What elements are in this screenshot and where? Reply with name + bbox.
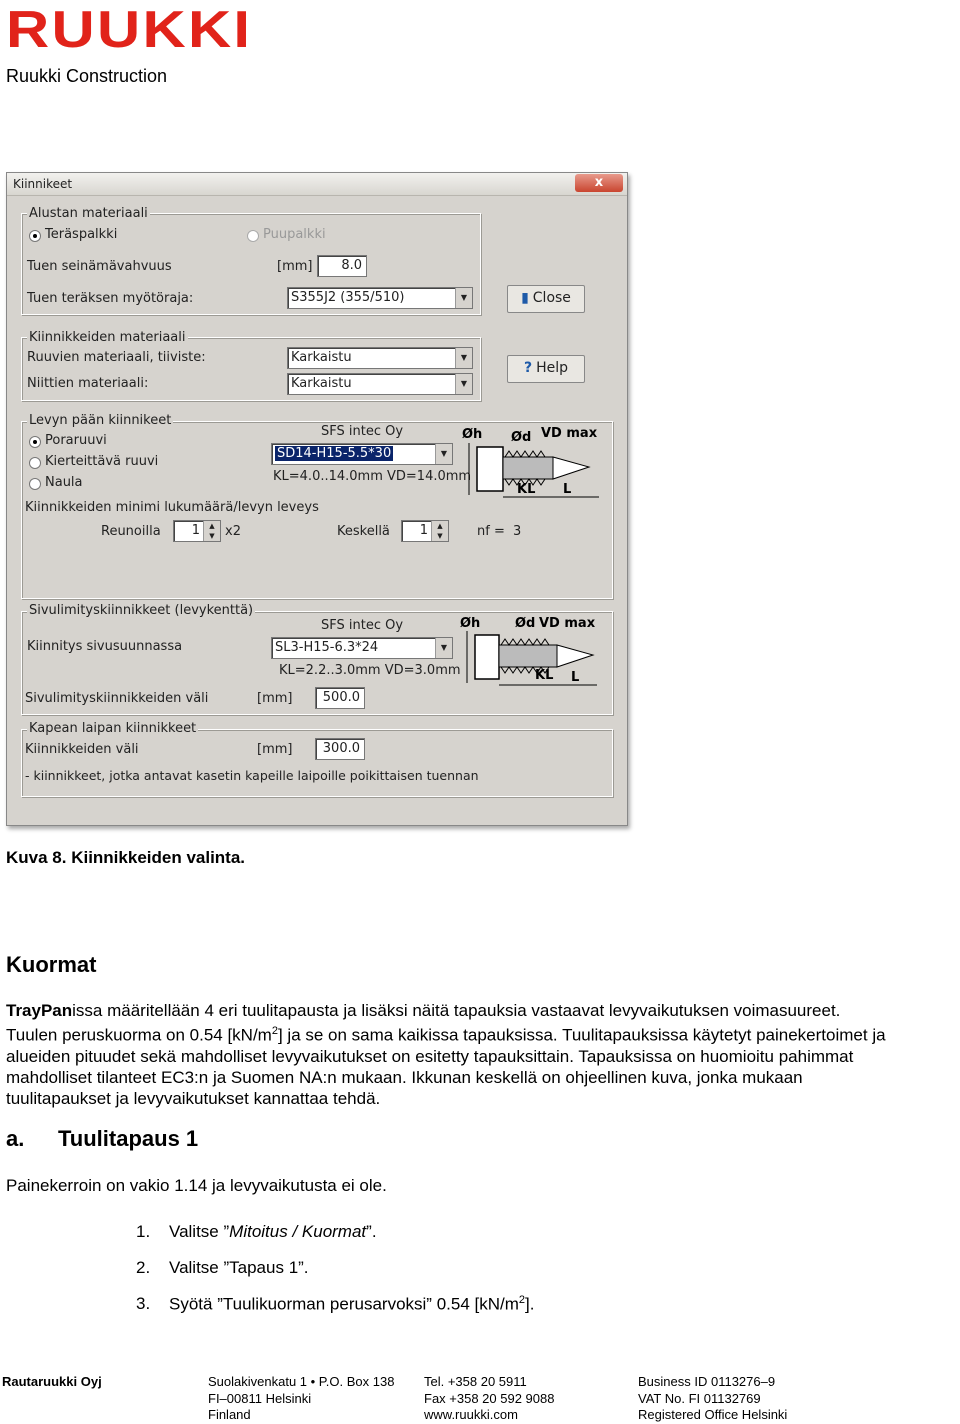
end-fastener-dims: KL=4.0..14.0mm VD=14.0mm: [273, 469, 472, 484]
narrow-flange-spacing-field[interactable]: 300.0: [315, 738, 365, 760]
chevron-down-icon: ▼: [435, 444, 452, 464]
screw-material-label: Ruuvien materiaali, tiiviste:: [27, 350, 206, 365]
close-button[interactable]: ▮ Close: [507, 285, 585, 313]
svg-text:Ød: Ød: [515, 616, 536, 631]
middle-stepper[interactable]: 1 ▲ ▼: [401, 520, 449, 542]
screw-diagram-icon: [461, 421, 601, 499]
company-name: Ruukki Construction: [6, 66, 168, 86]
footer-address: Suolakivenkatu 1 • P.O. Box 138 FI–00811 Helsinki Finland: [208, 1374, 395, 1422]
radio-thread-screw-label: Kierteittävä ruuvi: [45, 454, 159, 469]
screw-material-select[interactable]: Karkaistu ▼: [287, 347, 473, 369]
side-lap-dims: KL=2.2..3.0mm VD=3.0mm: [279, 663, 461, 678]
side-lap-direction-label: Kiinnitys sivusuunnassa: [27, 639, 183, 654]
svg-text:Øh: Øh: [462, 427, 483, 442]
radio-steel-label: Teräspalkki: [45, 227, 118, 242]
svg-text:VD max: VD max: [541, 426, 598, 441]
svg-text:L: L: [571, 670, 580, 685]
radio-wood-label: Puupalkki: [263, 227, 326, 242]
end-fastener-maker: SFS intec Oy: [321, 424, 404, 439]
chevron-down-icon: ▼: [455, 288, 472, 308]
radio-thread-screw[interactable]: [29, 457, 41, 469]
nf-label: nf =: [477, 524, 505, 539]
rivet-material-label: Niittien materiaali:: [27, 376, 149, 391]
dialog-title: Kiinnikeet: [13, 177, 73, 191]
spin-arrows-icon[interactable]: ▲ ▼: [203, 521, 220, 541]
section-title: Kuormat: [6, 952, 97, 977]
middle-label: Keskellä: [337, 524, 390, 539]
question-icon: ?: [523, 360, 533, 376]
yield-select[interactable]: S355J2 (355/510) ▼: [287, 287, 473, 309]
yield-label: Tuen teräksen myötöraja:: [27, 291, 194, 306]
body-paragraph: TrayPanissa määritellään 4 eri tuulitapausta ja lisäksi näitä tapauksia vastaavat levyvaikutuksen voimasuureet. Tuulen peruskuorma on 0.54 $[kN/m^2]$ ja se on sama kaikissa tapauksissa. Tuulitapauksissa käytetyt painekertoimet ja alueiden pituudet sekä mahdolliset levyvaikutukset on esitetty tapauksittain. Tapauksissa on huomioitu pahimmat mahdolliset tilanteet EC3:n ja Suomen NA:n mukaan. Ikkunan keskellä on ohjeellinen kuva, jonka mukaan tuulitapaukset ja levyvaikutukset kannattaa tehdä.: [6, 1001, 886, 1108]
side-lap-select[interactable]: SL3-H15-6.3*24 ▼: [271, 637, 453, 659]
chevron-down-icon: ▼: [455, 348, 472, 368]
group-end-fasteners-legend: Levyn pään kiinnikeet: [29, 413, 172, 428]
side-lap-maker: SFS intec Oy: [321, 618, 404, 633]
thickness-field[interactable]: 8.0: [317, 255, 367, 277]
thickness-label: Tuen seinämävahvuus: [27, 259, 172, 274]
edges-stepper[interactable]: 1 ▲ ▼: [173, 520, 221, 542]
radio-nail[interactable]: [29, 478, 41, 490]
svg-text:Øh: Øh: [460, 616, 481, 631]
min-count-label: Kiinnikkeiden minimi lukumäärä/levyn leveys: [25, 500, 319, 515]
spin-arrows-icon[interactable]: ▲ ▼: [431, 521, 448, 541]
side-lap-screw-diagram-icon: [459, 613, 599, 689]
group-fastener-material-legend: Kiinnikkeiden materiaali: [29, 330, 186, 345]
svg-text:VD max: VD max: [539, 616, 596, 631]
radio-drill-screw-label: Poraruuvi: [45, 433, 107, 448]
radio-nail-label: Naula: [45, 475, 83, 490]
svg-text:Ød: Ød: [511, 430, 532, 445]
svg-text:KL: KL: [535, 668, 554, 683]
figure-caption: Kuva 8. Kiinnikkeiden valinta.: [6, 848, 246, 867]
fasteners-dialog: [6, 172, 628, 826]
close-icon[interactable]: x: [575, 174, 623, 192]
dialog-titlebar: [7, 173, 627, 196]
footer-company: Rautaruukki Oyj: [2, 1374, 102, 1389]
radio-drill-screw[interactable]: [29, 436, 41, 448]
nf-value: 3: [513, 524, 522, 539]
svg-text:KL: KL: [517, 482, 536, 497]
narrow-flange-spacing-unit: [mm]: [257, 742, 293, 757]
thickness-unit: [mm]: [277, 259, 313, 274]
subsection-paragraph: Painekerroin on vakio 1.14 ja levyvaikutusta ei ole.: [6, 1176, 387, 1195]
narrow-flange-note: - kiinnikkeet, jotka antavat kasetin kapeille laipoille poikittaisen tuennan: [25, 768, 479, 783]
group-substrate-legend: Alustan materiaali: [29, 206, 148, 221]
door-icon: ▮: [521, 290, 529, 306]
edges-multiplier: x2: [225, 524, 241, 539]
side-lap-spacing-field[interactable]: 500.0: [315, 687, 365, 709]
group-side-lap-legend: Sivulimityskiinnikkeet (levykenttä): [29, 603, 254, 618]
group-narrow-flange-legend: Kapean laipan kiinnikkeet: [29, 721, 197, 736]
chevron-down-icon: ▼: [435, 638, 452, 658]
chevron-down-icon: ▼: [455, 374, 472, 394]
rivet-material-select[interactable]: Karkaistu ▼: [287, 373, 473, 395]
edges-label: Reunoilla: [101, 524, 161, 539]
help-button[interactable]: ? Help: [507, 355, 585, 383]
subsection-title: a. Tuulitapaus 1: [6, 1126, 199, 1151]
radio-wood[interactable]: [247, 230, 259, 242]
footer-legal: Business ID 0113276–9 VAT No. FI 01132769 Registered Office Helsinki: [638, 1374, 788, 1422]
radio-steel[interactable]: [29, 230, 41, 242]
svg-text:L: L: [563, 482, 572, 497]
footer-contact: Tel. +358 20 5911 Fax +358 20 592 9088 www.ruukki.com: [424, 1374, 555, 1422]
product-name: TrayPan: [6, 1001, 73, 1020]
side-lap-spacing-label: Sivulimityskiinnikkeiden väli: [25, 691, 209, 706]
ruukki-logo: RUUKKI: [6, 1, 253, 59]
end-fastener-select[interactable]: SD14-H15-5.5*30 ▼: [271, 443, 453, 465]
narrow-flange-spacing-label: Kiinnikkeiden väli: [25, 742, 139, 757]
side-lap-spacing-unit: [mm]: [257, 691, 293, 706]
